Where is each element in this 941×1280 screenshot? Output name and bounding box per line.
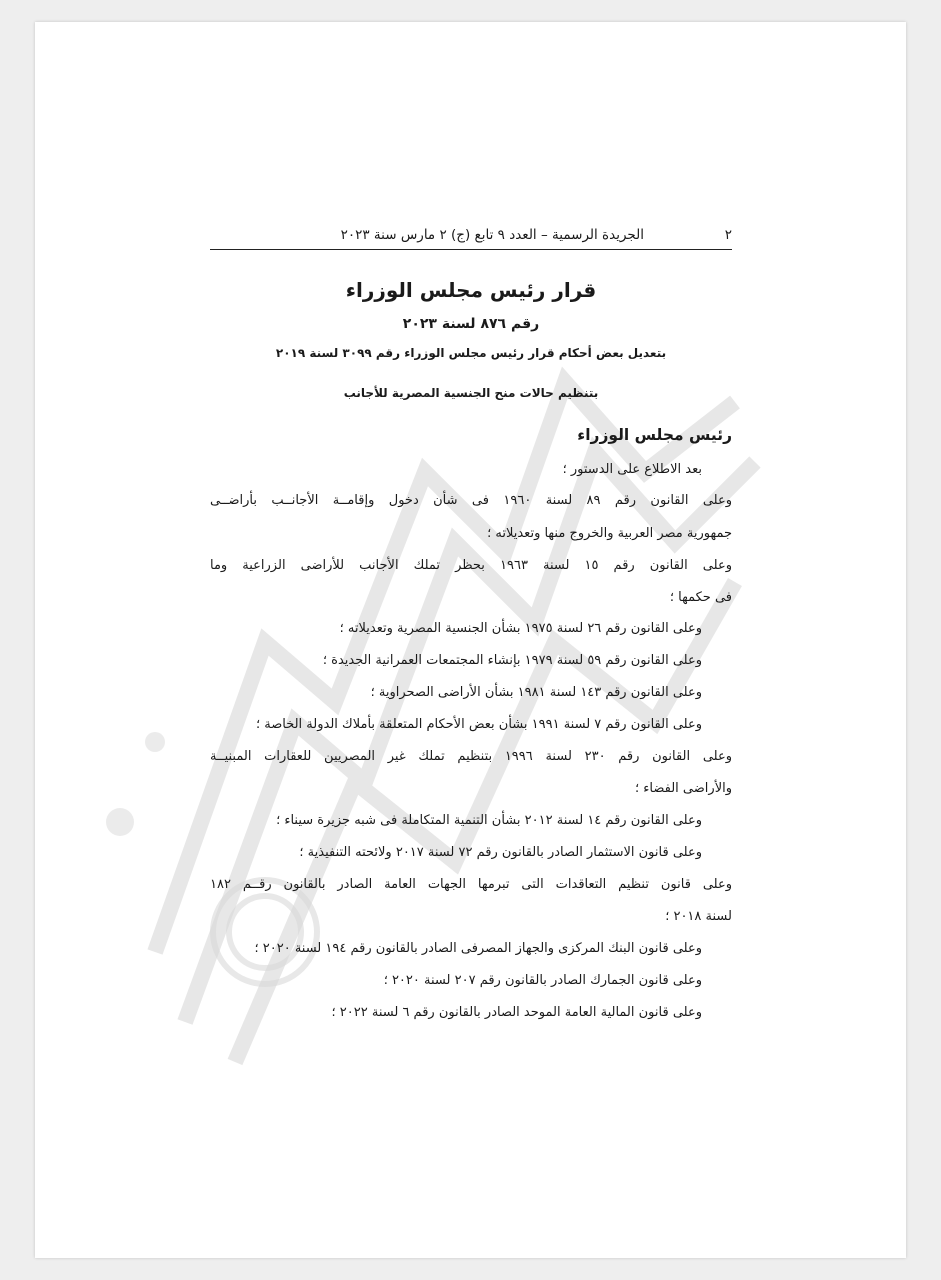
- decree-number: رقم ٨٧٦ لسنة ٢٠٢٣: [402, 316, 540, 332]
- preamble-line: وعلى القانون رقم ٧ لسنة ١٩٩١ بشأن بعض الأحكام المتعلقة بأملاك الدولة الخاصة ؛: [255, 717, 702, 732]
- preamble-line: لسنة ٢٠١٨ ؛: [665, 909, 732, 924]
- decree-subtitle-1: بتعديل بعض أحكام قرار رئيس مجلس الوزراء رقم ٣٠٩٩ لسنة ٢٠١٩: [275, 346, 667, 360]
- preamble-line: وعلى القانون رقم ٨٩ لسنة ١٩٦٠ فى شأن دخول وإقامــة الأجانــب بأراضــى: [210, 493, 732, 508]
- preamble-line: وعلى القانون رقم ٥٩ لسنة ١٩٧٩ بإنشاء المجتمعات العمرانية الجديدة ؛: [322, 653, 702, 668]
- preamble-line: وعلى قانون البنك المركزى والجهاز المصرفى الصادر بالقانون رقم ١٩٤ لسنة ٢٠٢٠ ؛: [254, 941, 702, 956]
- page-header: [210, 223, 732, 250]
- speaker-heading: رئيس مجلس الوزراء: [577, 426, 732, 444]
- preamble-line: والأراضى الفضاء ؛: [635, 781, 732, 796]
- gazette-watermark: [35, 22, 906, 1258]
- preamble-line: وعلى القانون رقم ٢٦ لسنة ١٩٧٥ بشأن الجنسية المصرية وتعديلاته ؛: [339, 621, 702, 636]
- preamble-line: وعلى قانون الاستثمار الصادر بالقانون رقم ٧٢ لسنة ٢٠١٧ ولائحته التنفيذية ؛: [299, 845, 702, 860]
- page-number: ٢: [724, 227, 732, 243]
- decree-title: قرار رئيس مجلس الوزراء: [345, 278, 597, 302]
- preamble-line: وعلى القانون رقم ٢٣٠ لسنة ١٩٩٦ بتنظيم تملك غير المصريين للعقارات المبنيــة: [210, 749, 732, 764]
- preamble-line: فى حكمها ؛: [669, 590, 732, 605]
- preamble-line: وعلى القانون رقم ١٥ لسنة ١٩٦٣ بحظر تملك الأجانب للأراضى الزراعية وما: [210, 558, 732, 573]
- preamble-line: وعلى القانون رقم ١٤ لسنة ٢٠١٢ بشأن التنمية المتكاملة فى شبه جزيرة سيناء ؛: [276, 813, 702, 828]
- preamble-line: وعلى القانون رقم ١٤٣ لسنة ١٩٨١ بشأن الأراضى الصحراوية ؛: [370, 685, 702, 700]
- preamble-line: وعلى قانون المالية العامة الموحد الصادر بالقانون رقم ٦ لسنة ٢٠٢٢ ؛: [331, 1005, 702, 1020]
- decree-subtitle-2: بتنظيم حالات منح الجنسية المصرية للأجانب: [343, 386, 599, 400]
- preamble-line: وعلى قانون الجمارك الصادر بالقانون رقم ٢٠٧ لسنة ٢٠٢٠ ؛: [383, 973, 702, 988]
- document-page: [35, 22, 906, 1258]
- gazette-issue: الجريدة الرسمية – العدد ٩ تابع (ج) ٢ مارس سنة ٢٠٢٣: [340, 227, 644, 243]
- preamble-line: وعلى قانون تنظيم التعاقدات التى تبرمها الجهات العامة الصادر بالقانون رقــم ١٨٢: [210, 877, 732, 892]
- preamble-line: جمهورية مصر العربية والخروج منها وتعديلاته ؛: [487, 526, 732, 541]
- preamble-line: بعد الاطلاع على الدستور ؛: [562, 462, 702, 477]
